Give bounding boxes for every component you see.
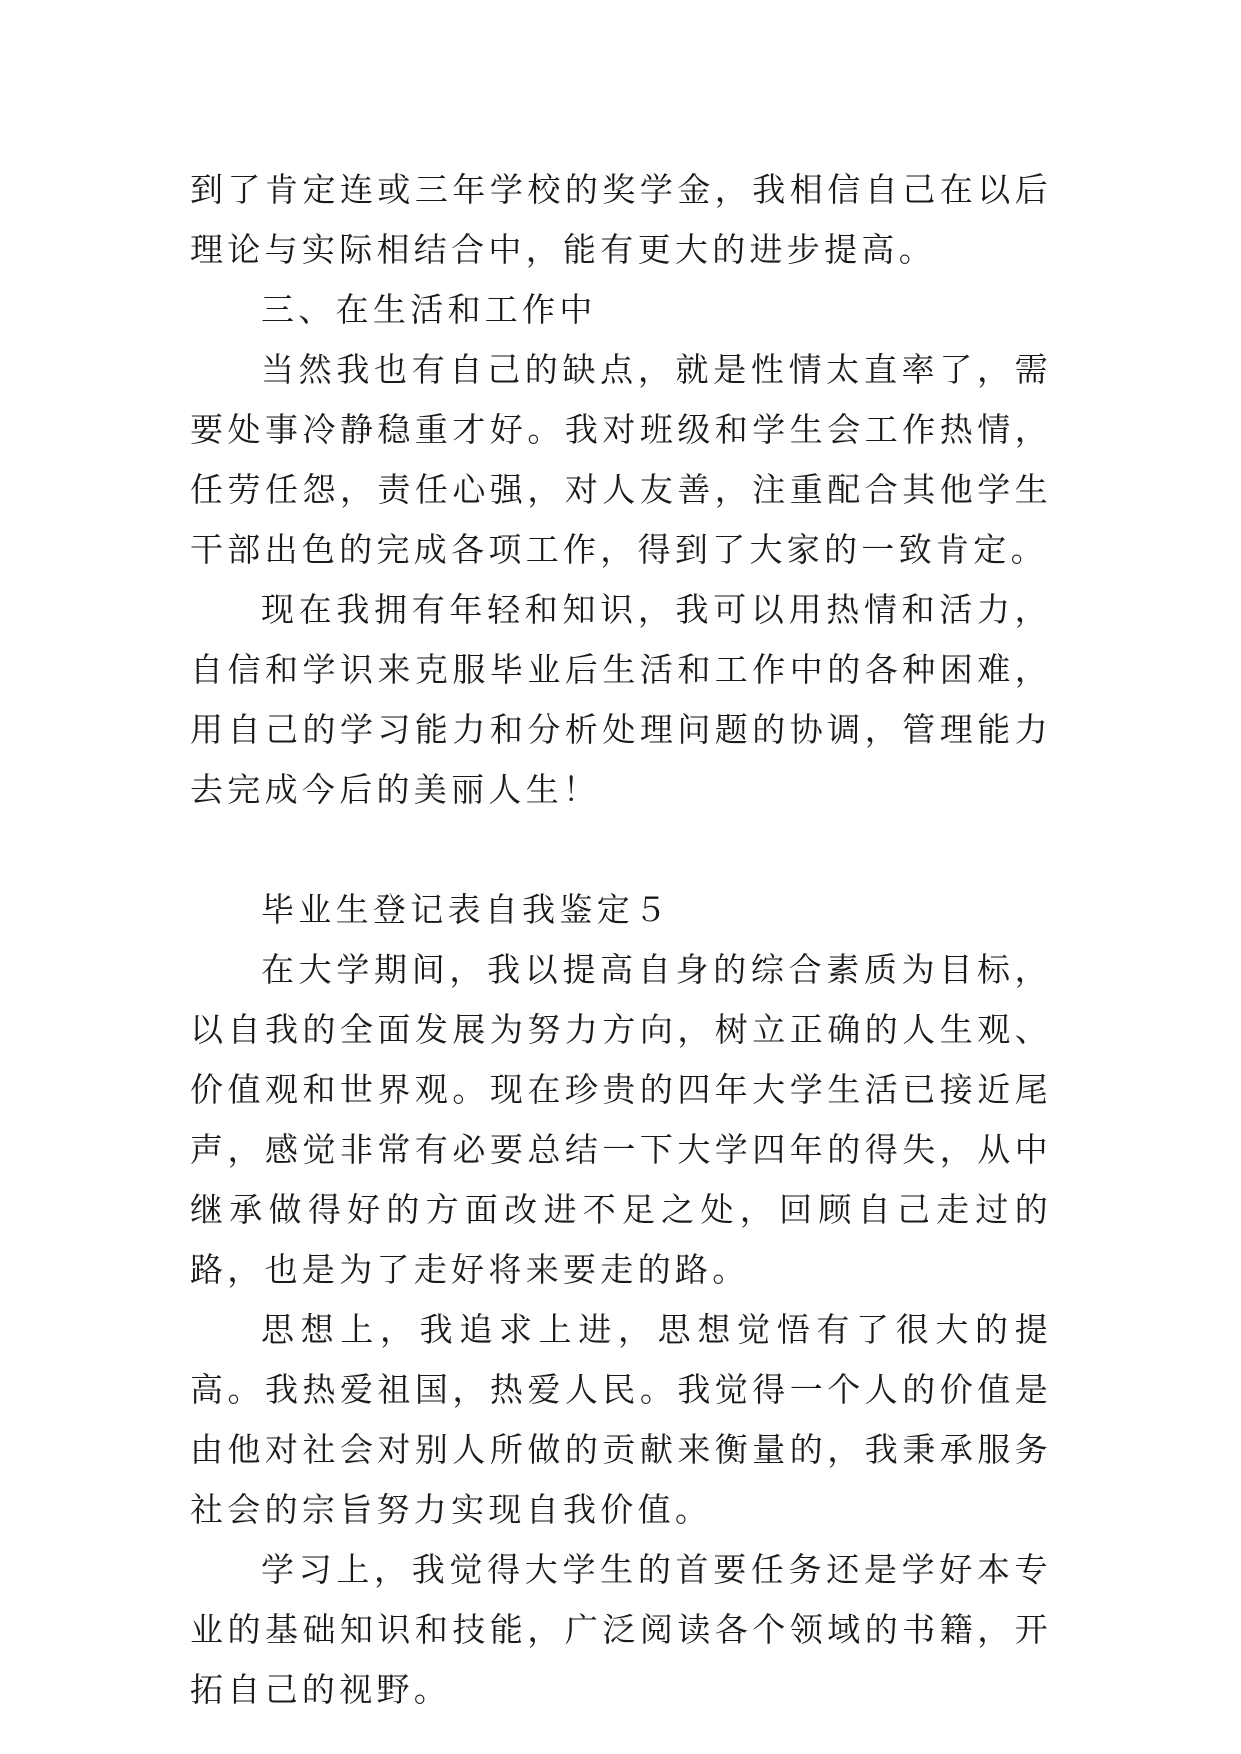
- paragraph-university: 在大学期间，我以提高自身的综合素质为目标，以自我的全面发展为努力方向，树立正确的人生观、价值观和世界观。现在珍贵的四年大学生活已接近尾声，感觉非常有必要总结一下大学四年的得失，从中继承做得好的方面改进不足之处，回顾自己走过的路，也是为了走好将来要走的路。: [190, 950, 1052, 1289]
- section-heading-life-work: 三、在生活和工作中: [261, 290, 597, 329]
- paragraph-ideology: 思想上，我追求上进，思想觉悟有了很大的提高。我热爱祖国，热爱人民。我觉得一个人的价值是由他对社会对别人所做的贡献来衡量的，我秉承服务社会的宗旨努力实现自我价值。: [190, 1310, 1052, 1529]
- paragraph-scholarship: 到了肯定连或三年学校的奖学金，我相信自己在以后理论与实际相结合中，能有更大的进步提高。: [190, 170, 1052, 269]
- section-title: 毕业生登记表自我鉴定５: [261, 890, 672, 929]
- section-spacer: [190, 820, 1052, 880]
- paragraph-study: 学习上，我觉得大学生的首要任务还是学好本专业的基础知识和技能，广泛阅读各个领域的书籍，开拓自己的视野。: [190, 1550, 1052, 1709]
- document-page: [190, 160, 1052, 1720]
- paragraph-shortcomings: 当然我也有自己的缺点，就是性情太直率了，需要处事冷静稳重才好。我对班级和学生会工作热情，任劳任怨，责任心强，对人友善，注重配合其他学生干部出色的完成各项工作，得到了大家的一致肯定。: [190, 350, 1052, 569]
- paragraph-future: 现在我拥有年轻和知识，我可以用热情和活力，自信和学识来克服毕业后生活和工作中的各种困难，用自己的学习能力和分析处理问题的协调，管理能力去完成今后的美丽人生！: [190, 590, 1052, 809]
